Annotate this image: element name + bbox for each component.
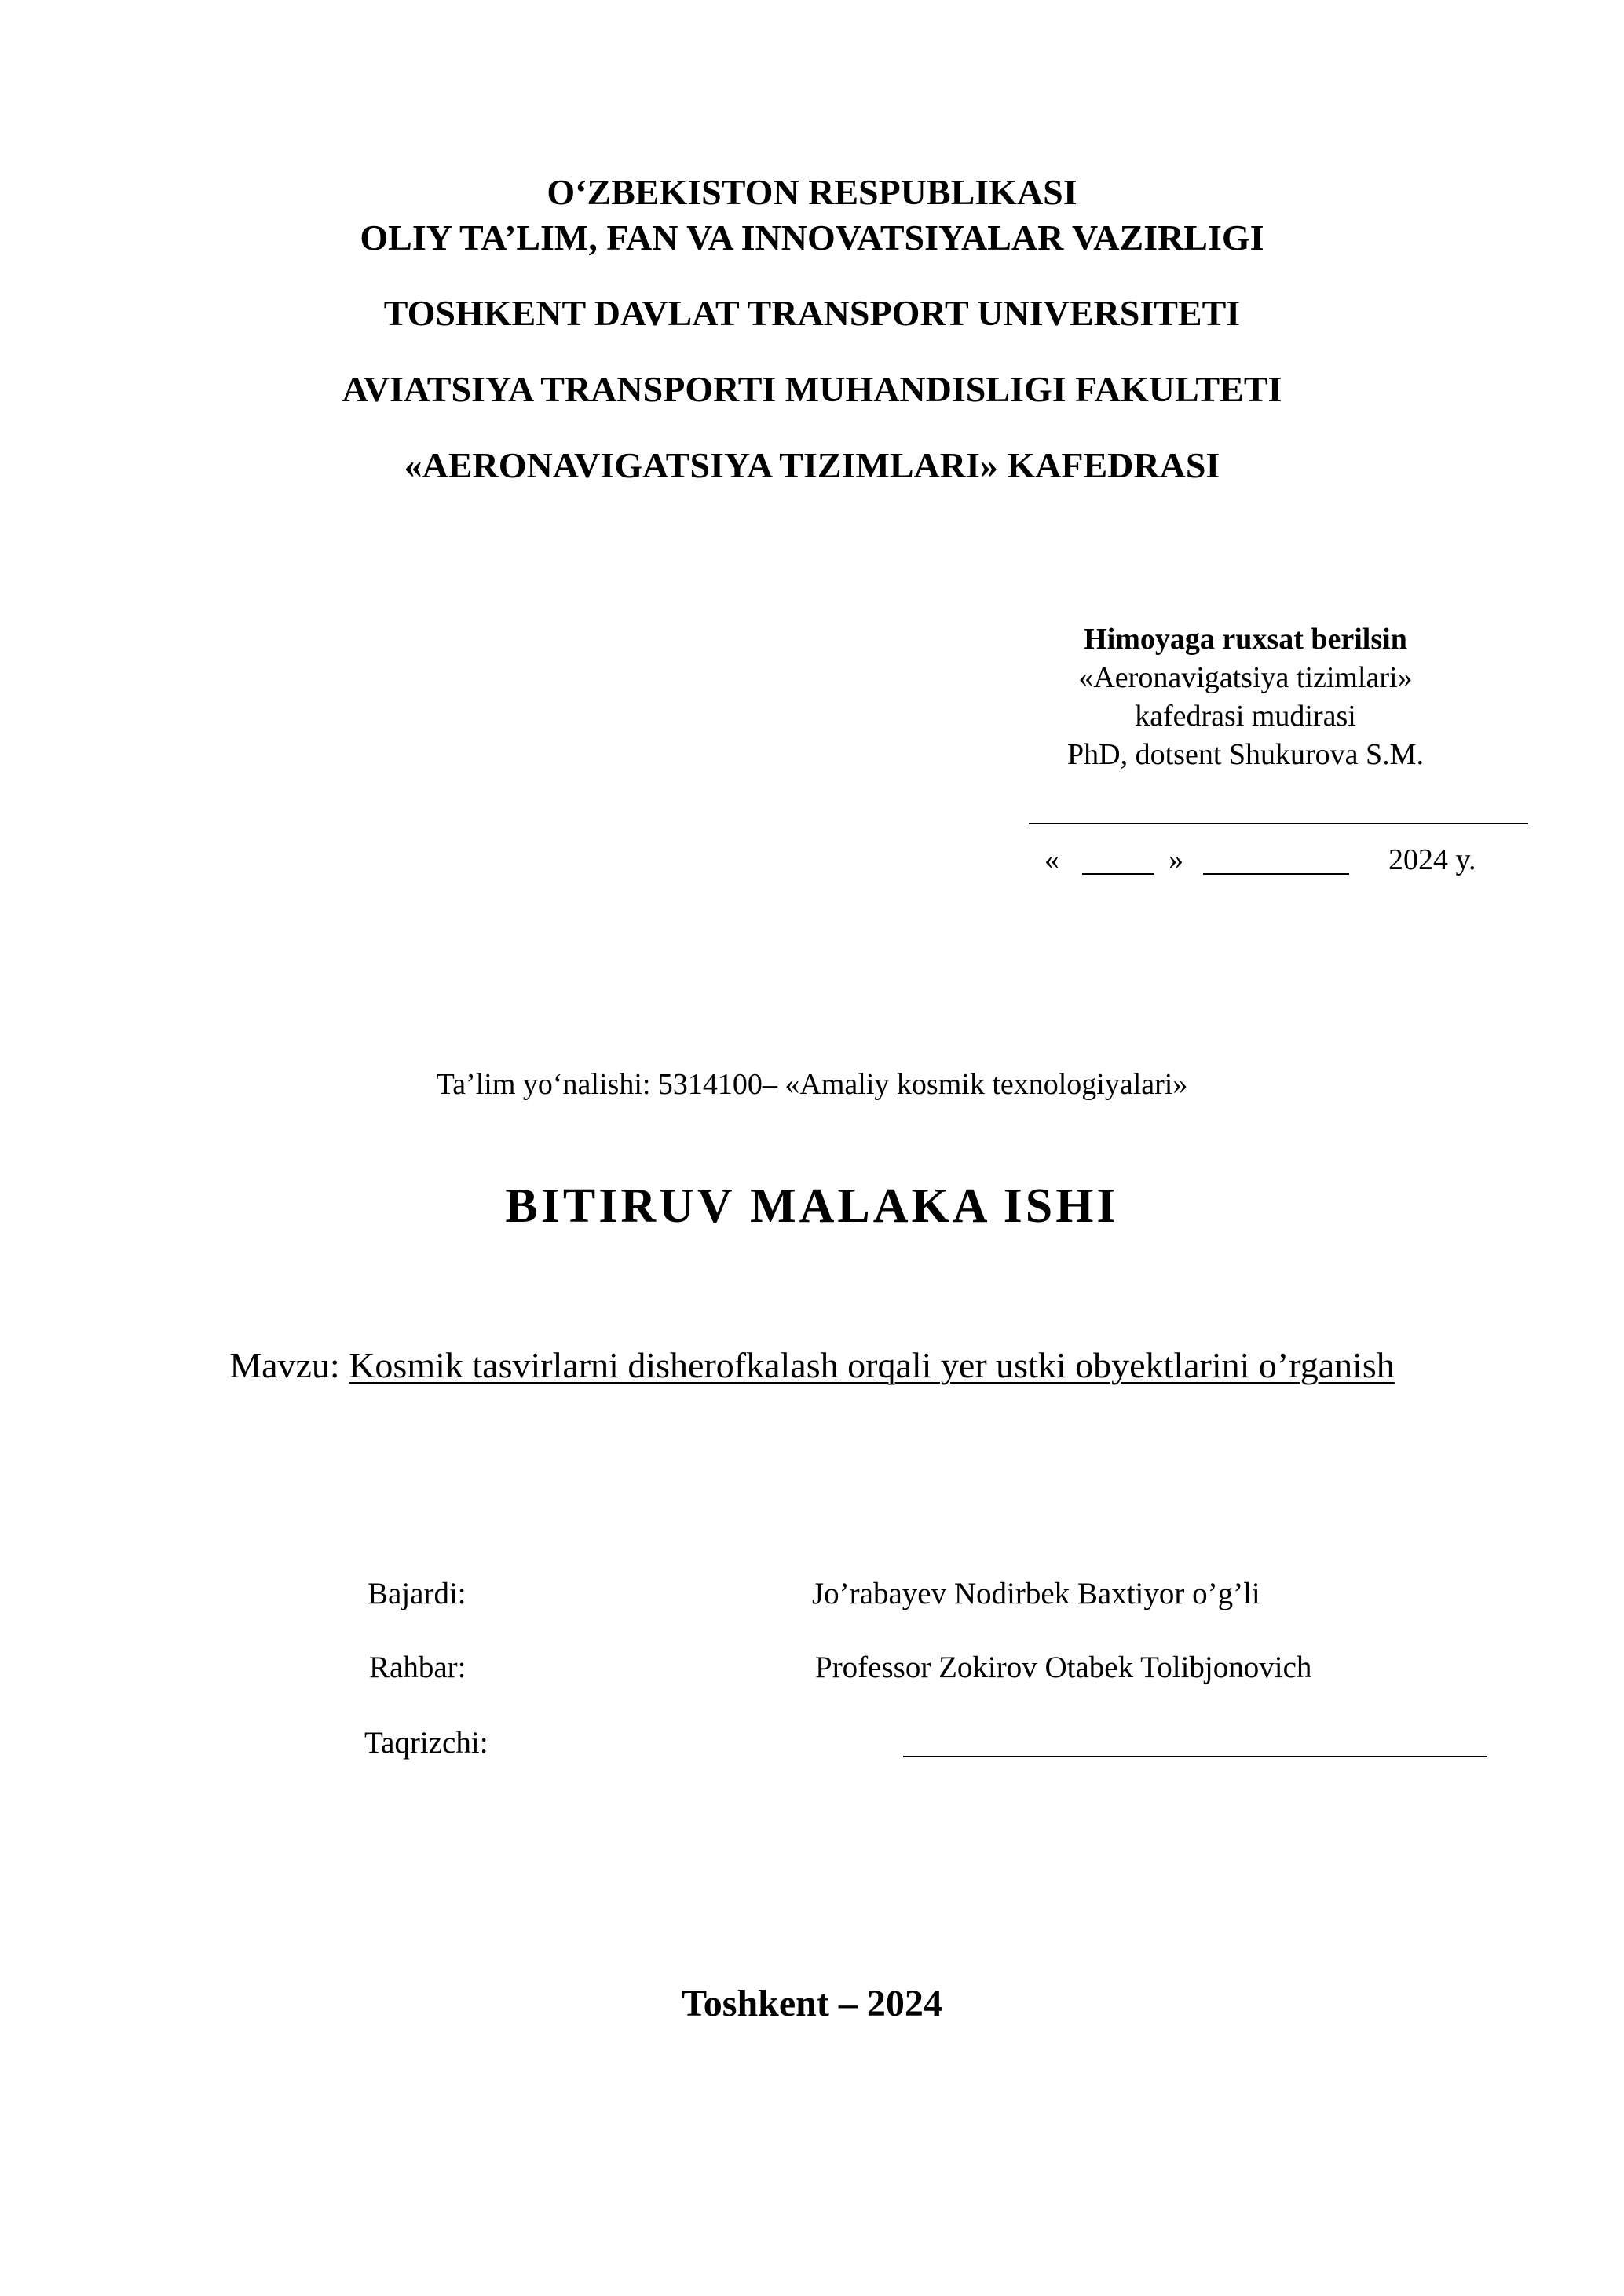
date-month-blank	[1203, 873, 1349, 875]
reviewer-label: Taqrizchi:	[364, 1726, 488, 1760]
topic-text: Kosmik tasvirlarni disherofkalash orqali yer ustki obyektlarini o’rganish	[349, 1345, 1395, 1385]
date-year: 2024 y.	[1388, 843, 1476, 876]
performer-name: Jo’rabayev Nodirbek Baxtiyor o’g’li	[812, 1577, 1260, 1610]
topic-line	[0, 1347, 1624, 1384]
date-open-quote: «	[1044, 843, 1059, 876]
specialty-line: Ta’lim yo‘nalishi: 5314100– «Amaliy kosmik texnologiyalari»	[436, 1068, 1188, 1101]
performer-label: Bajardi:	[368, 1577, 466, 1610]
date-close-quote: »	[1169, 843, 1183, 876]
topic-label: Mavzu:	[229, 1345, 340, 1385]
document-title: BITIRUV MALAKA ISHI	[505, 1179, 1119, 1233]
header-university: TOSHKENT DAVLAT TRANSPORT UNIVERSITETI	[383, 293, 1241, 333]
header-republic: O‘ZBEKISTON RESPUBLIKASI	[547, 172, 1077, 212]
approval-line-1: «Aeronavigatsiya tizimlari»	[1078, 661, 1413, 694]
approval-line-3: PhD, dotsent Shukurova S.M.	[1067, 738, 1424, 771]
header-department: «AERONAVIGATSIYA TIZIMLARI» KAFEDRASI	[404, 445, 1220, 485]
date-day-blank	[1082, 873, 1154, 875]
header-faculty: AVIATSIYA TRANSPORTI MUHANDISLIGI FAKULTETI	[342, 369, 1282, 409]
reviewer-blank-line	[903, 1756, 1487, 1757]
supervisor-label: Rahbar:	[369, 1651, 466, 1684]
footer-city-year: Toshkent – 2024	[682, 1983, 942, 2024]
supervisor-name: Professor Zokirov Otabek Tolibjonovich	[815, 1651, 1312, 1684]
approval-signature-line	[1029, 823, 1528, 824]
header-ministry: OLIY TA’LIM, FAN VA INNOVATSIYALAR VAZIRLIGI	[360, 218, 1264, 258]
approval-line-2: kafedrasi mudirasi	[1135, 700, 1356, 733]
approval-heading: Himoyaga ruxsat berilsin	[1084, 623, 1407, 656]
